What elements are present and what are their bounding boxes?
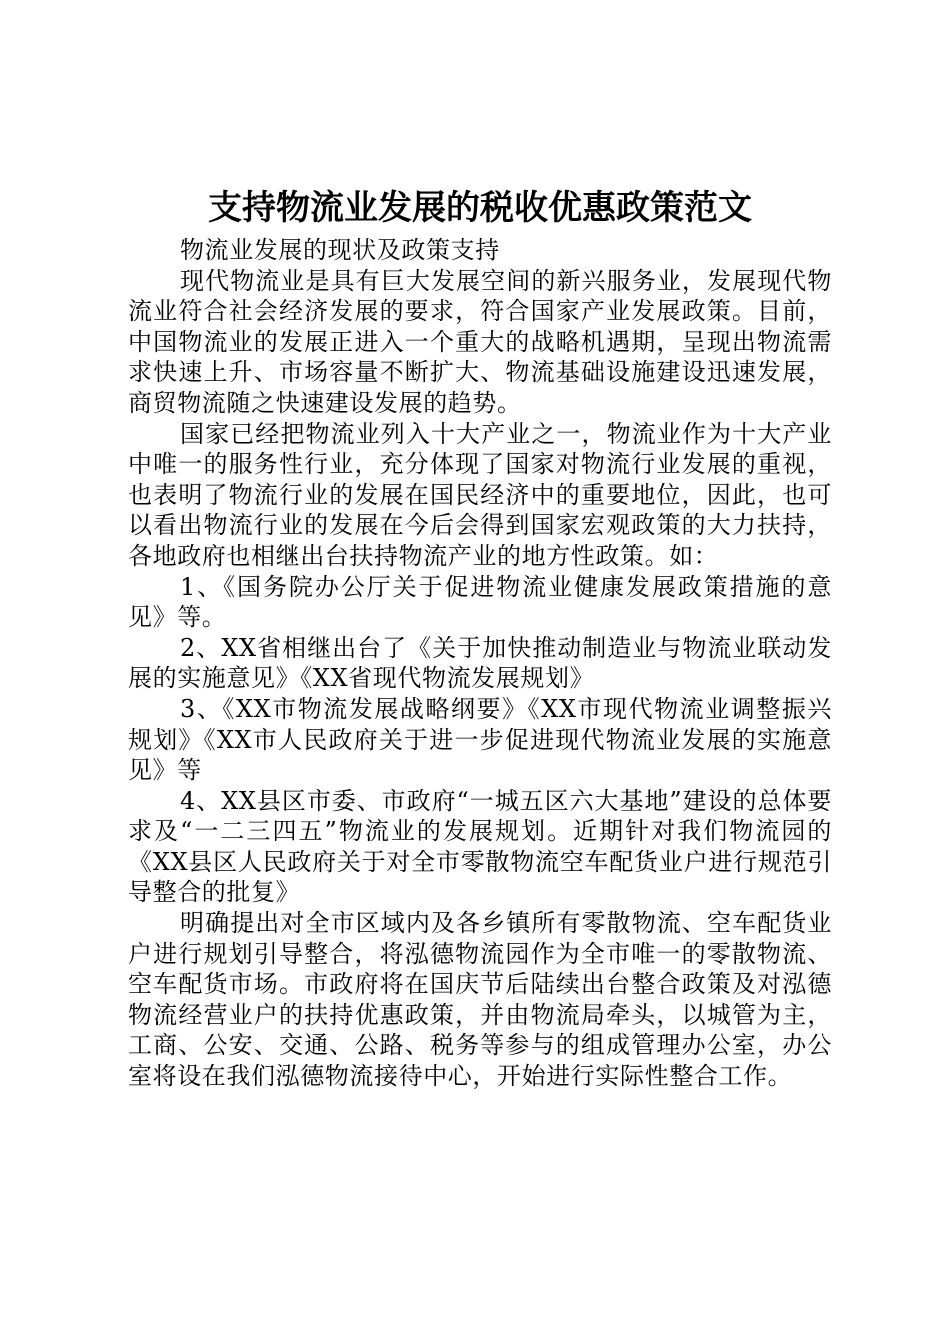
paragraph-national-policy: 国家已经把物流业列入十大产业之一，物流业作为十大产业中唯一的服务性行业，充分体现了国家对物流行业发展的重视，也表明了物流行业的发展在国民经济中的重要地位，因此，也可以看出物流行业的发展在今后会得到国家宏观政策的大力扶持，各地政府也相继出台扶持物流产业的地方性政策。如： [128, 419, 832, 570]
section-heading: 物流业发展的现状及政策支持 [180, 236, 500, 264]
list-item-4: 4、XX县区市委、市政府“一城五区六大基地”建设的总体要求及“一二三四五”物流业的发展规划。近期针对我们物流园的《XX县区人民政府关于对全市零散物流空车配货业户进行规范引导整合的批复》 [128, 786, 832, 907]
list-item-1: 1、《国务院办公厅关于促进物流业健康发展政策措施的意见》等。 [128, 572, 832, 632]
paragraph-intro: 现代物流业是具有巨大发展空间的新兴服务业，发展现代物流业符合社会经济发展的要求，符合国家产业发展政策。目前，中国物流业的发展正进入一个重大的战略机遇期，呈现出物流需求快速上升、市场容量不断扩大、物流基础设施建设迅速发展，商贸物流随之快速建设发展的趋势。 [128, 266, 832, 417]
list-item-2: 2、XX省相继出台了《关于加快推动制造业与物流业联动发展的实施意见》《XX省现代物流发展规划》 [128, 633, 832, 693]
document-title: 支持物流业发展的税收优惠政策范文 [208, 188, 752, 228]
document-body [128, 185, 832, 1092]
list-item-3: 3、《XX市物流发展战略纲要》《XX市现代物流业调整振兴规划》《XX市人民政府关于进一步促进现代物流业发展的实施意见》等 [128, 694, 832, 785]
paragraph-integration: 明确提出对全市区域内及各乡镇所有零散物流、空车配货业户进行规划引导整合，将泓德物流园作为全市唯一的零散物流、空车配货市场。市政府将在国庆节后陆续出台整合政策及对泓德物流经营业户的扶持优惠政策，并由物流局牵头，以城管为主，工商、公安、交通、公路、税务等参与的组成管理办公室，办公室将设在我们泓德物流接待中心，开始进行实际性整合工作。 [128, 909, 832, 1091]
